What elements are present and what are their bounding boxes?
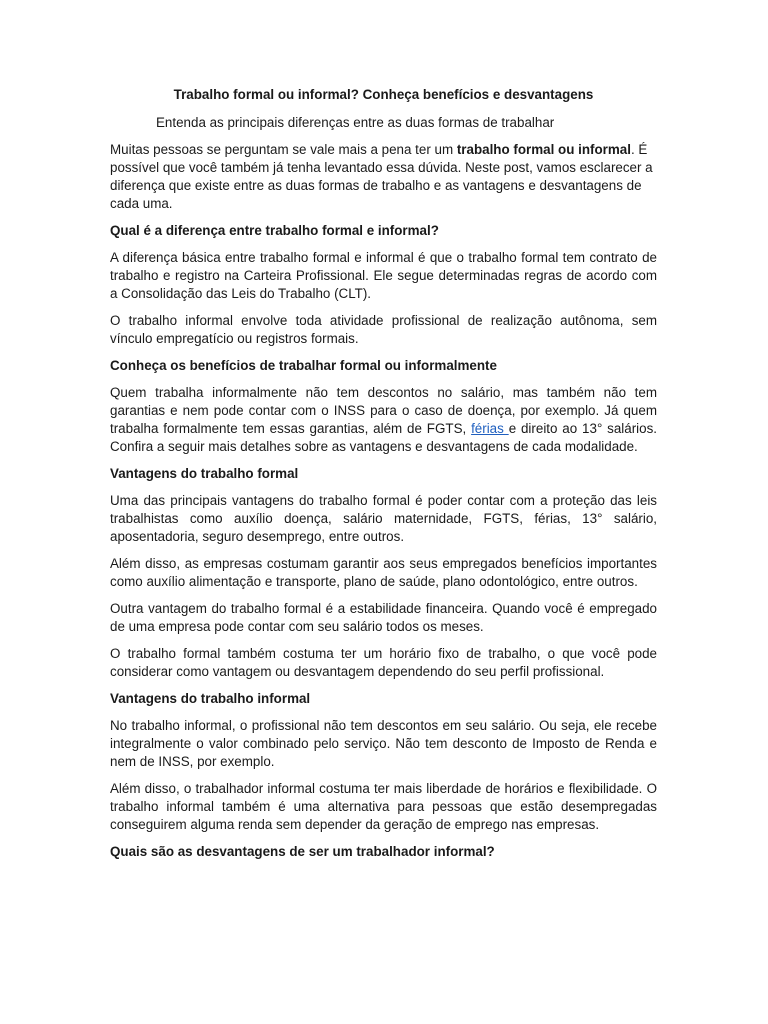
section-heading-informal-advantages: Vantagens do trabalho informal (110, 691, 311, 706)
section-heading-formal-advantages: Vantagens do trabalho formal (110, 466, 299, 481)
paragraph-benefits (110, 384, 657, 456)
document-subtitle: Entenda as principais diferenças entre as duas formas de trabalhar (156, 115, 555, 130)
paragraph-flexibility: Além disso, o trabalhador informal costuma ter mais liberdade de horários e flexibilidade. O trabalho informal também é uma alternativa para pessoas que estão desempregadas conseguirem alguma renda sem depender da geração de emprego nas empresas. (110, 781, 657, 832)
paragraph-fixed-schedule: O trabalho formal também costuma ter um horário fixo de trabalho, o que você pode considerar como vantagem ou desvantagem dependendo do seu perfil profissional. (110, 646, 657, 679)
paragraph-difference: A diferença básica entre trabalho formal e informal é que o trabalho formal tem contrato de trabalho e registro na Carteira Profissional. Ele segue determinadas regras de acordo com a Consolidação das Leis do Trabalho (CLT). (110, 250, 657, 301)
section-heading-informal-disadvantages: Quais são as desvantagens de ser um trabalhador informal? (110, 844, 495, 859)
document-title: Trabalho formal ou informal? Conheça benefícios e desvantagens (173, 87, 594, 102)
section-heading-difference: Qual é a diferença entre trabalho formal e informal? (110, 223, 439, 238)
intro-text-before: Muitas pessoas se perguntam se vale mais a pena ter um (110, 142, 457, 157)
section-heading-benefits: Conheça os benefícios de trabalhar formal ou informalmente (110, 358, 497, 373)
paragraph-formal-protection: Uma das principais vantagens do trabalho formal é poder contar com a proteção das leis trabalhistas como auxílio doença, salário maternidade, FGTS, férias, 13° salário, aposentadoria, seguro desemprego, entre outros. (110, 493, 657, 544)
ferias-link[interactable]: férias (471, 421, 509, 436)
paragraph-financial-stability: Outra vantagem do trabalho formal é a estabilidade financeira. Quando você é empregado de uma empresa pode contar com seu salário todos os meses. (110, 601, 657, 634)
intro-bold-phrase: trabalho formal ou informal (456, 142, 631, 157)
intro-paragraph (110, 141, 657, 213)
benefits-text-after: e direito ao 13° salários. Confira a seguir mais detalhes sobre as vantagens e desvantagens de cada modalidade. (110, 421, 658, 454)
paragraph-company-benefits: Além disso, as empresas costumam garantir aos seus empregados benefícios importantes como auxílio alimentação e transporte, plano de saúde, plano odontológico, entre outros. (110, 556, 657, 589)
paragraph-informal-definition: O trabalho informal envolve toda atividade profissional de realização autônoma, sem vínculo empregatício ou registros formais. (110, 313, 657, 346)
paragraph-no-discounts: No trabalho informal, o profissional não tem descontos em seu salário. Ou seja, ele recebe integralmente o valor combinado pelo serviço. Não tem desconto de Imposto de Renda e nem de INSS, por exemplo. (110, 718, 657, 769)
intro-text-after: . É possível que você também já tenha levantado essa dúvida. Neste post, vamos esclarecer a diferença que existe entre as duas formas de trabalho e as vantagens e desvantagens de cada uma. (110, 142, 653, 211)
benefits-text-before: Quem trabalha informalmente não tem descontos no salário, mas também não tem garantias e nem pode contar com o INSS para o caso de doença, por exemplo. Já quem trabalha formalmente tem essas garantias, além de FGTS, (110, 385, 657, 436)
